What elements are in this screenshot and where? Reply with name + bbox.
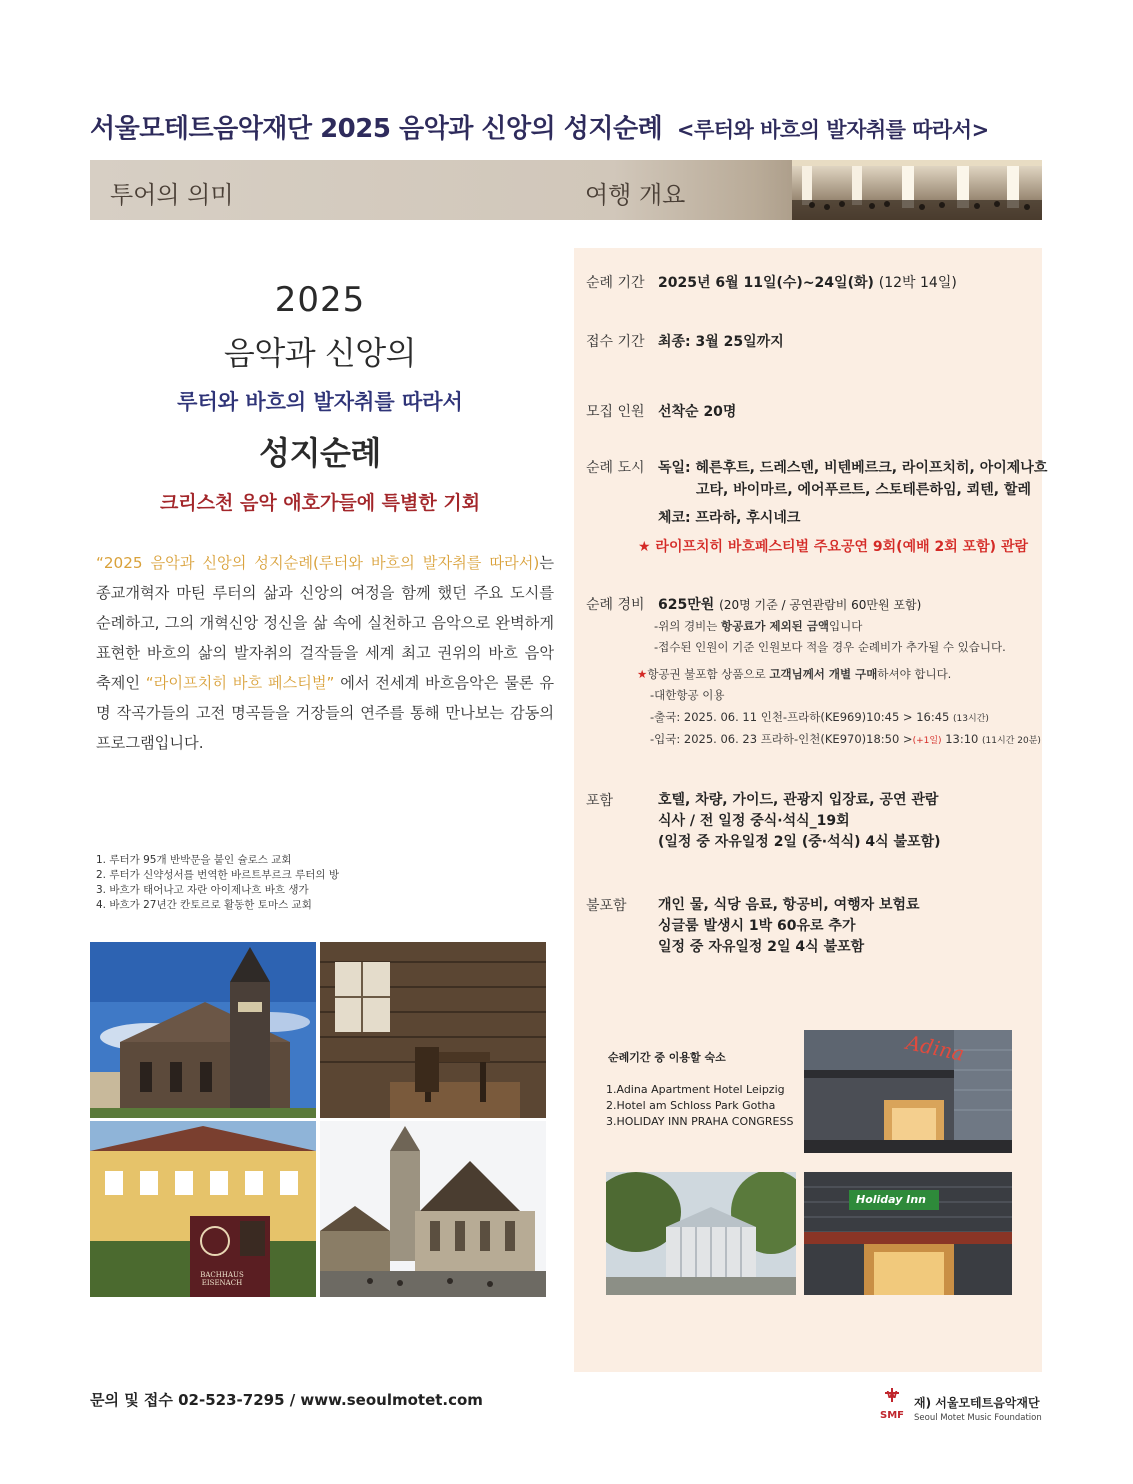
feature-year: 2025 bbox=[274, 280, 366, 320]
cost-departure-c: (13시간) bbox=[953, 714, 989, 724]
logo-mark-text: SMF bbox=[880, 1410, 904, 1421]
value-period bbox=[658, 272, 957, 292]
cost-note-airfare bbox=[654, 618, 862, 634]
value-excluded bbox=[658, 895, 920, 958]
svg-text:W: W bbox=[886, 1390, 898, 1401]
label-excluded: 불포함 bbox=[586, 898, 627, 914]
photo-hotel-gotha bbox=[606, 1172, 796, 1295]
value-cities-czech: 체코: 프라하, 후시네크 bbox=[658, 510, 801, 526]
footer-contact: 문의 및 접수 02-523-7295 / www.seoulmotet.com bbox=[90, 1391, 483, 1409]
cost-arrival bbox=[650, 731, 1041, 747]
cost-arrival-a: -입국: 2025. 06. 23 프라하-인천(KE970) bbox=[650, 732, 867, 746]
label-recruit: 모집 인원 bbox=[586, 404, 645, 420]
holiday-inn-sign: Holiday Inn bbox=[856, 1193, 927, 1206]
caption-item: 4. 바흐가 27년간 칸토르로 활동한 토마스 교회 bbox=[96, 899, 312, 911]
value-cost-amount: 625만원 bbox=[658, 597, 715, 613]
label-cities: 순례 도시 bbox=[586, 460, 645, 476]
feature-line-music-faith: 음악과 신앙의 bbox=[223, 334, 417, 372]
intro-quote-festival: “라이프치히 바흐 페스티벌” bbox=[145, 674, 335, 692]
cost-air-notice-a: 항공권 불포함 상품으로 bbox=[647, 667, 770, 681]
cost-departure-b: 10:45 > 16:45 bbox=[866, 710, 950, 724]
feature-block bbox=[90, 280, 550, 515]
cost-arrival-d: 13:10 bbox=[945, 732, 979, 746]
cost-arrival-e: (11시간 20분) bbox=[982, 736, 1041, 746]
section-band bbox=[90, 160, 1042, 220]
foundation-logo bbox=[914, 1394, 1042, 1423]
cost-note-airfare-c: 입니다 bbox=[829, 619, 863, 633]
value-recruit: 선착순 20명 bbox=[658, 404, 737, 420]
hotel-item: 2.Hotel am Schloss Park Gotha bbox=[606, 1099, 776, 1112]
cost-note-airfare-b: 항공료가 제외된 금액 bbox=[721, 619, 830, 633]
value-cities-highlight: ★ 라이프치히 바흐페스티벌 주요공연 9회(예배 2회 포함) 관람 bbox=[638, 539, 1028, 555]
adina-sign: Adina bbox=[904, 1030, 967, 1066]
caption-item: 2. 루터가 신약성서를 번역한 바르트부르크 루터의 방 bbox=[96, 869, 340, 881]
caption-item: 3. 바흐가 태어나고 자란 아이제나흐 바흐 생가 bbox=[96, 884, 309, 896]
foundation-logo-icon bbox=[876, 1386, 908, 1422]
hotels-list bbox=[606, 1082, 793, 1130]
value-cities-germany: 독일: 헤른후트, 드레스덴, 비텐베르크, 라이프치히, 아이제나흐 bbox=[658, 460, 1048, 476]
hotel-item: 3.HOLIDAY INN PRAHA CONGRESS bbox=[606, 1115, 794, 1128]
photo-luther-room bbox=[320, 942, 546, 1118]
hotel-item: 1.Adina Apartment Hotel Leipzig bbox=[606, 1083, 785, 1096]
value-registration: 최종: 3월 25일까지 bbox=[658, 334, 784, 350]
bachhaus-sign: BACHHAUS EISENACH bbox=[200, 1271, 244, 1287]
concert-hall-photo bbox=[792, 160, 1042, 220]
intro-text-2: 에서 전세계 바흐음악은 물론 유명 작곡가들의 고전 명곡들을 거장들의 연주를 통해 만나보는 감동의 프로그램입니다. bbox=[96, 674, 554, 752]
label-included: 포함 bbox=[586, 793, 614, 809]
star-icon: ★ bbox=[637, 667, 648, 681]
logo-english-name: Seoul Motet Music Foundation bbox=[914, 1413, 1042, 1423]
photo-hotel-holiday-inn bbox=[804, 1172, 1012, 1295]
value-cities-germany-2: 고타, 바이마르, 에어푸르트, 스토테른하임, 쾨텐, 할레 bbox=[696, 482, 1031, 498]
cost-arrival-b: 18:50 > bbox=[866, 732, 913, 746]
cost-note-min-people: -접수된 인원이 기준 인원보다 적을 경우 순례비가 추가될 수 있습니다. bbox=[654, 640, 1006, 654]
value-period-nights: (12박 14일) bbox=[878, 275, 957, 291]
logo-korean-name: 재) 서울모테트음악재단 bbox=[914, 1396, 1040, 1410]
intro-text-1: 는 종교개혁자 마틴 루터의 삶과 신앙의 여정을 함께 했던 주요 도시를 순례하고, 그의 개혁신앙 정신을 삶 속에 실천하고 음악으로 완벽하게 표현한 바흐의 삶의 발자취의 걸작들을 세계 최고 권위의 바흐 음악 축제인 bbox=[96, 554, 554, 692]
excluded-line: 일정 중 자유일정 2일 4식 불포함 bbox=[658, 939, 865, 955]
feature-line-special-opportunity: 크리스천 음악 애호가들에 특별한 기회 bbox=[159, 492, 481, 514]
cost-departure-a: -출국: 2025. 06. 11 인천-프라하(KE969) bbox=[650, 710, 867, 724]
cost-departure bbox=[650, 709, 989, 725]
excluded-line: 개인 물, 식당 음료, 항공비, 여행자 보험료 bbox=[658, 897, 920, 913]
intro-paragraph bbox=[96, 548, 554, 758]
included-line: 호텔, 차량, 가이드, 관광지 입장료, 공연 관람 bbox=[658, 792, 939, 808]
value-included bbox=[658, 790, 941, 853]
included-line: 식사 / 전 일정 중식·석식_19회 bbox=[658, 813, 850, 829]
photo-hotel-adina bbox=[804, 1030, 1012, 1153]
label-registration: 접수 기간 bbox=[586, 334, 645, 350]
excluded-line: 싱글룸 발생시 1박 60유로 추가 bbox=[658, 918, 856, 934]
value-cost-note: (20명 기준 / 공연관람비 60만원 포함) bbox=[719, 598, 922, 612]
label-cost: 순례 경비 bbox=[586, 597, 645, 613]
cost-air-notice-c: 하셔야 합니다. bbox=[877, 667, 952, 681]
caption-item: 1. 루터가 95개 반박문을 붙인 슐로스 교회 bbox=[96, 854, 292, 866]
feature-line-luther-bach: 루터와 바흐의 발자취를 따라서 bbox=[177, 389, 463, 414]
intro-quote-title: “2025 음악과 신앙의 성지순례(루터와 바흐의 발자취를 따라서) bbox=[96, 554, 540, 572]
value-cost bbox=[658, 594, 921, 614]
label-period: 순례 기간 bbox=[586, 275, 645, 291]
cost-note-airfare-a: -위의 경비는 bbox=[654, 619, 722, 633]
feature-line-pilgrimage: 성지순례 bbox=[259, 434, 381, 472]
hotels-heading: 순례기간 중 이용할 숙소 bbox=[608, 1051, 726, 1064]
title-subtitle: <루터와 바흐의 발자취를 따라서> bbox=[676, 118, 989, 142]
included-line: (일정 중 자유일정 2일 (중·석식) 4식 불포함) bbox=[658, 834, 941, 850]
photo-bachhaus bbox=[90, 1121, 316, 1297]
title-main: 서울모테트음악재단 2025 음악과 신앙의 성지순례 bbox=[90, 114, 663, 144]
band-label-tour-meaning: 투어의 의미 bbox=[110, 181, 234, 209]
cost-airline: -대한항공 이용 bbox=[650, 688, 725, 702]
cost-air-notice-b: 고객님께서 개별 구매 bbox=[769, 667, 878, 681]
photo-captions bbox=[96, 853, 536, 913]
cost-arrival-c: (+1일) bbox=[912, 736, 942, 746]
cost-air-notice bbox=[637, 666, 951, 682]
photo-castle-church bbox=[90, 942, 316, 1118]
band-label-trip-overview: 여행 개요 bbox=[585, 181, 686, 209]
photo-thomas-church bbox=[320, 1121, 546, 1297]
page-title bbox=[90, 108, 1050, 145]
value-period-dates: 2025년 6월 11일(수)~24일(화) bbox=[658, 275, 874, 291]
